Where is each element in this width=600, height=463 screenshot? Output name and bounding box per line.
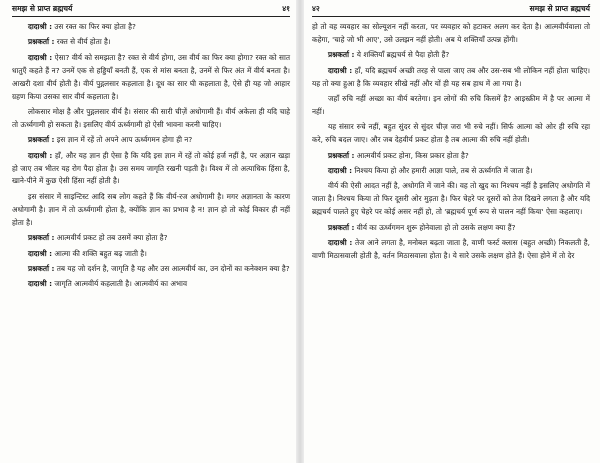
paragraph-text: हो तो वह व्यवहार का सोल्यूशन नहीं करता, पर व्यवहार को हटाकर अलग कर देता है। आत्मवीर्यवाला तो कहेगा, 'चाहे जो भी आए', उसे उलझन नहीं होती। अब ये शक्तियाँ उत्पन्न होंगी। [312, 22, 590, 44]
right-page-number: ४२ [312, 4, 320, 13]
right-header-title: समझ से प्राप्त ब्रह्मचर्य [529, 4, 590, 13]
speaker-label: प्रश्नकर्ता : [328, 50, 355, 60]
paragraph-text: जहाँ रुचि नहीं अच्छा का वीर्य बरतेगा। इन लोगों की रुचि किसमें है? आइस्क्रीम में है पर आत्मा में नहीं। [312, 94, 590, 116]
paragraph [12, 106, 290, 132]
paragraph [12, 278, 290, 291]
paragraph [312, 180, 590, 219]
paragraph [312, 65, 590, 91]
speaker-label: प्रश्नकर्ता : [28, 135, 55, 145]
paragraph [312, 49, 590, 62]
paragraph [12, 36, 290, 49]
paragraph [12, 232, 290, 245]
paragraph-text: वीर्य का ऊर्ध्वगमन शुरू होनेवाला हो तो उसके लक्षण क्या हैं? [356, 222, 516, 232]
left-page-body [12, 21, 290, 291]
paragraph [312, 121, 590, 147]
paragraph [312, 237, 590, 263]
left-header-title: समझ से प्राप्त ब्रह्मचर्य [12, 4, 73, 13]
paragraph [12, 191, 290, 230]
left-page-number: ४१ [282, 4, 290, 13]
left-page [0, 0, 298, 463]
speaker-label: दादाश्री : [28, 52, 53, 62]
paragraph-text: वीर्य की ऐसी आदत नहीं है, अधोगति में जाने की। वह तो खुद का निश्चय नहीं है इसलिए अधोगति में जाता है। निश्चय किया तो फिर दूसरी ओर मुड़ता है। फिर चेहरे पर दूसरों को तेज दिखने लगता है और यदि ब्रह्मचर्य पालते हुए चेहरे पर कोई असर नहीं हो, तो 'ब्रह्मचर्य पूर्ण रूप से पालन नहीं किया' ऐसा कहलाए। [312, 181, 590, 217]
paragraph [12, 134, 290, 147]
paragraph [12, 248, 290, 261]
right-running-head [312, 4, 590, 15]
speaker-label: दादाश्री : [28, 248, 53, 258]
speaker-label: दादाश्री : [28, 22, 53, 31]
speaker-label: दादाश्री : [328, 238, 353, 248]
paragraph-text: आत्मा की शक्ति बहुत बढ़ जाती है। [54, 248, 147, 258]
paragraph [12, 263, 290, 276]
speaker-label: दादाश्री : [328, 65, 353, 75]
paragraph-text: यह संसार रुचे नहीं, बहुत सुंदर से सुंदर चीज़ जरा भी रुचे नहीं। सिर्फ आत्मा को ओर ही रुचि रहा करे, रुचि बदल जाए। और जब देहवीर्य प्रकट होता है तब आत्मा की रुचि नहीं होती। [312, 122, 590, 145]
speaker-label: प्रश्नकर्ता : [28, 37, 55, 47]
paragraph [312, 165, 590, 178]
speaker-label: प्रश्नकर्ता : [328, 222, 355, 232]
paragraph [12, 21, 290, 34]
paragraph-text: हाँ, और यह ज्ञान ही ऐसा है कि यदि इस ज्ञान में रहें तो कोई हर्ज नहीं है, पर अज्ञान खड़ा हो जाए तब भीतर यह रोग पैदा होता है। उस समय जागृति रखनी पड़ती है। विश्व में तो अत्याधिक हिंसा है, खाने-पीने में कुछ ऐसी हिंसा नहीं होती है। [12, 150, 290, 186]
paragraph-text: हाँ, यदि ब्रह्मचर्य अच्छी तरह से पाला जाए तब और उस-सब भी लोकिन नहीं होता चाहिए। यह तो क्या हुआ है कि व्यवहार सीखे नहीं और यों ही यह सब हाथ में आ गया है। [312, 65, 590, 88]
paragraph-text: आत्मवीर्य प्रकट होना, किस प्रकार होता है? [356, 150, 469, 160]
paragraph-text: लोकसार मोक्ष है और पुद्गलसार वीर्य है। संसार की सारी चीज़ें अधोगामी हैं। वीर्य अकेला ही यदि चाहे तो ऊर्ध्वगामी हो सकता है। इसलिए वीर्य ऊर्ध्वगामी हो ऐसी भावना करनी चाहिए। [12, 106, 290, 129]
paragraph-text: रक्त से वीर्य होता है। [56, 37, 111, 47]
paragraph-text: निश्चय किया हो और हमारी आज्ञा पाले, तब से ऊर्ध्वगति में जाता है। [354, 166, 533, 176]
paragraph [312, 93, 590, 119]
paragraph [312, 150, 590, 163]
speaker-label: दादाश्री : [328, 166, 353, 176]
paragraph [312, 21, 590, 47]
speaker-label: दादाश्री : [28, 150, 53, 160]
paragraph-text: ऐसा? वीर्य को समझता है? रक्त से वीर्य होगा, उस वीर्य का फिर क्या होगा? रक्त को सात धातुएँ कहते हैं न? उनमें एक से हड्डियाँ बनती हैं, एक से मांस बनता है, उनमें से फिर अंत में वीर्य बनता है। आखरी दशा वीर्य होती है। वीर्य पुद्गलसार कहलाता है। दूध का सार घी कहलाता है, ऐसे ही यह जो आहार ग्रहण किया उसका सार वीर्य कहलाता है। [12, 52, 290, 101]
left-header-rule [12, 16, 290, 17]
right-page [302, 0, 600, 463]
paragraph [12, 52, 290, 104]
paragraph-text: ये शक्तियाँ ब्रह्मचर्य से पैदा होती हैं? [356, 50, 450, 60]
paragraph-text: उस रक्त का फिर क्या होता है? [54, 22, 136, 31]
paragraph-text: इस ज्ञान में रहें तो अपने आप ऊर्ध्वगमन होगा ही न? [56, 135, 193, 145]
speaker-label: दादाश्री : [28, 279, 53, 289]
paragraph [12, 150, 290, 189]
left-running-head [12, 4, 290, 15]
speaker-label: प्रश्नकर्ता : [28, 233, 55, 243]
speaker-label: प्रश्नकर्ता : [28, 263, 55, 273]
paragraph-text: जागृति आत्मवीर्य कहलाती है। आत्मवीर्य का अभाव [54, 279, 188, 289]
paragraph-text: तेज आने लगता है, मनोबल बढ़ता जाता है, वाणी फर्स्ट क्लास (बहुत अच्छी) निकलती है, वाणी मिठासवाली होती है, वर्तन मिठासवाला होता है। ये सारे उसके लक्षण होते हैं। ऐसा होने में तो देर [312, 238, 590, 260]
paragraph [312, 222, 590, 235]
paragraph-text: इस संसार में साइन्टिस्ट आदि सब लोग कहते हैं कि वीर्य-रज अधोगामी है। मगर अज्ञानता के कारण अधोगामी है। ज्ञान में तो ऊर्ध्वगामी होता है, क्योंकि ज्ञान का प्रभाव है न! ज्ञान हो तो कोई विकार ही नहीं होता है। [12, 191, 290, 227]
right-header-rule [312, 16, 590, 17]
right-page-body [312, 21, 590, 263]
speaker-label: प्रश्नकर्ता : [328, 150, 355, 160]
paragraph-text: तब यह जो दर्शन है, जागृति है यह और उस आत्मवीर्य का, उन दोनों का कनेक्शन क्या है? [56, 263, 290, 273]
paragraph-text: आत्मवीर्य प्रकट हो तब उसमें क्या होता है? [56, 233, 168, 243]
